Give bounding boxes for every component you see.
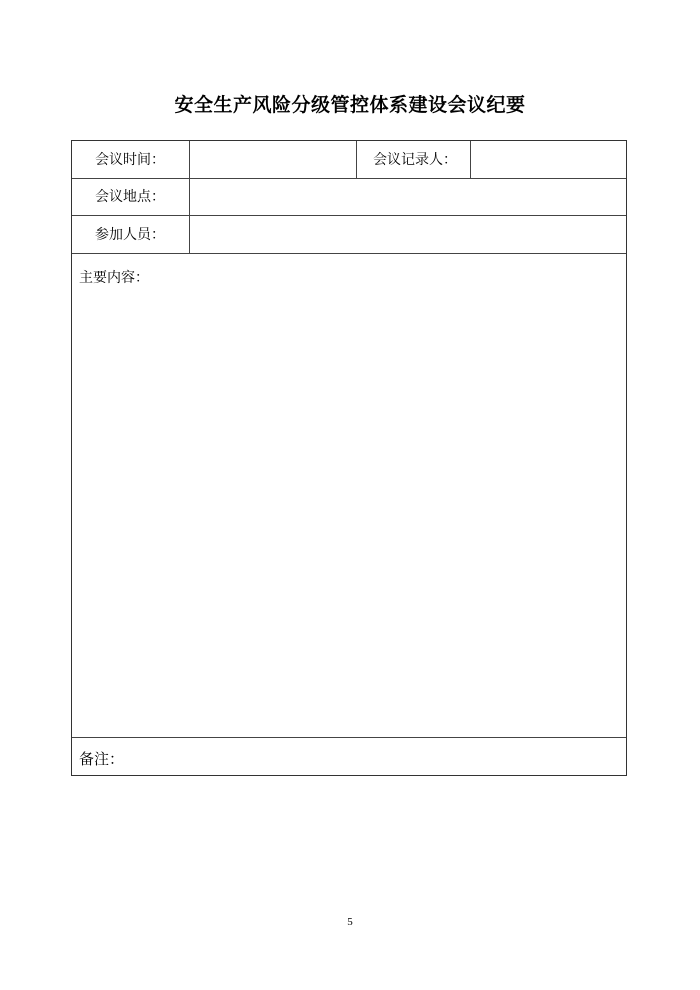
main-content-label: 主要内容： xyxy=(79,270,149,286)
main-content-field[interactable] xyxy=(79,291,619,731)
page-title: 安全生产风险分级管控体系建设会议纪要 xyxy=(174,94,526,116)
remarks-field[interactable] xyxy=(132,738,622,774)
row-divider xyxy=(72,253,626,254)
remarks-label: 备注： xyxy=(79,750,125,768)
attendees-field[interactable] xyxy=(190,215,626,253)
meeting-minutes-form xyxy=(71,140,627,776)
recorder-field[interactable] xyxy=(471,141,626,178)
meeting-time-field[interactable] xyxy=(190,141,356,178)
column-divider xyxy=(356,141,357,178)
location-field[interactable] xyxy=(190,178,626,215)
page-number: 5 xyxy=(347,916,353,928)
location-label: 会议地点： xyxy=(95,189,165,205)
recorder-label: 会议记录人： xyxy=(373,152,457,168)
attendees-label: 参加人员： xyxy=(95,227,165,243)
meeting-time-label: 会议时间： xyxy=(95,152,165,168)
